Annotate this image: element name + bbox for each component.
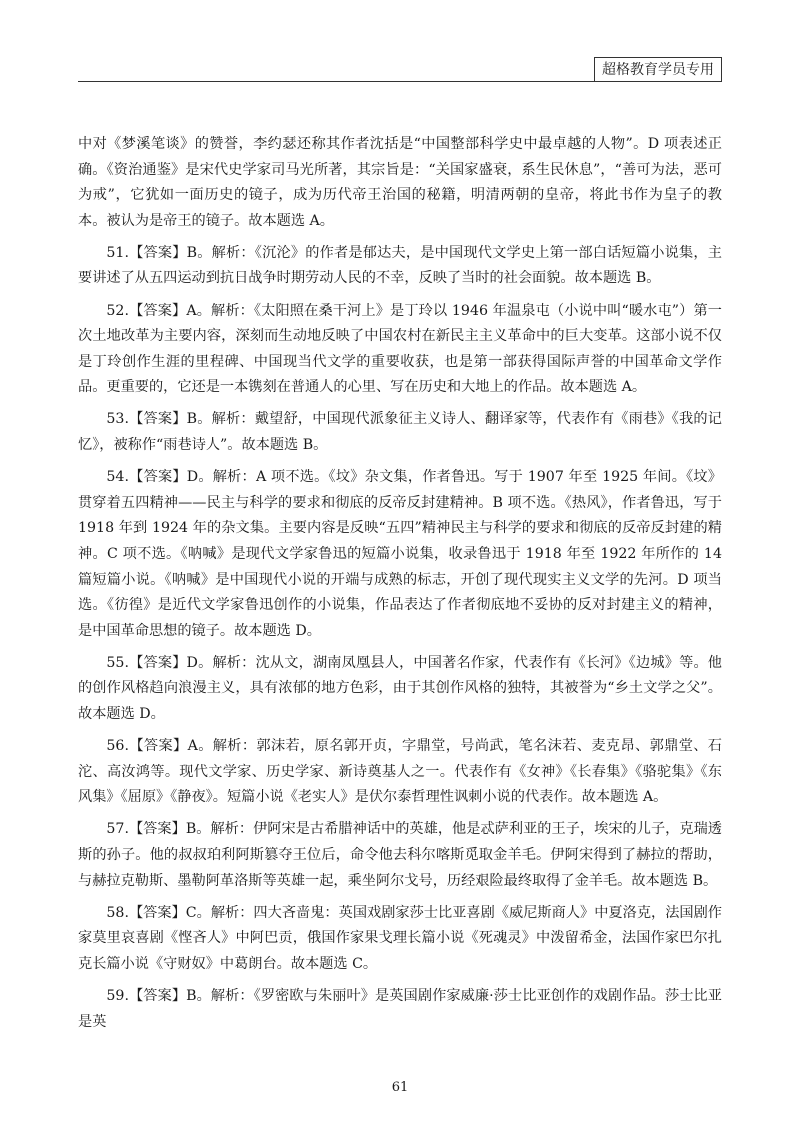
answer-51: 51.【答案】B。解析：《沉沦》的作者是郁达夫，是中国现代文学史上第一部白话短篇小说集，主要讲述了从五四运动到抗日战争时期劳动人民的不幸，反映了当时的社会面貌。故本题选 B。 bbox=[78, 244, 722, 287]
answer-55: 55.【答案】D。解析：沈从文，湖南凤凰县人，中国著名作家，代表作有《长河》《边城》等。他的创作风格趋向浪漫主义，具有浓郁的地方色彩，由于其创作风格的独特，其被誉为“乡土文学之父”。故本题选 D。 bbox=[78, 654, 722, 722]
answer-57: 57.【答案】B。解析：伊阿宋是古希腊神话中的英雄，他是忒萨利亚的王子，埃宋的儿子，克瑞透斯的孙子。他的叔叔珀利阿斯篡夺王位后，命令他去科尔喀斯觅取金羊毛。伊阿宋得到了赫拉的帮助，与赫拉克勒斯、墨勒阿革洛斯等英雄一起，乘坐阿尔戈号，历经艰险最终取得了金羊毛。故本题选 B。 bbox=[78, 821, 722, 889]
answer-53: 53.【答案】B。解析：戴望舒，中国现代派象征主义诗人、翻译家等，代表作有《雨巷》《我的记忆》，被称作“雨巷诗人”。故本题选 B。 bbox=[78, 411, 722, 454]
answer-54: 54.【答案】D。解析：A 项不选。《坟》杂文集，作者鲁迅。写于 1907 年至 1925 年间。《坟》贯穿着五四精神——民主与科学的要求和彻底的反帝反封建精神。B 项不选。《热风》，作者鲁迅，写于 1918 年到 1924 年的杂文集。主要内容是反映“五四”精神民主与科学的要求和彻底的反帝反封建的精神。C 项不选。《呐喊》是现代文学家鲁迅的短篇小说集，收录鲁迅于 1918 年至 1922 年所作的 14 篇短篇小说。《呐喊》是中国现代小说的开端与成熟的标志，开创了现代现实主义文学的先河。D 项当选。《彷徨》是近代文学家鲁迅创作的小说集，作品表达了作者彻底地不妥协的反对封建主义的精神，是中国革命思想的镜子。故本题选 D。 bbox=[78, 469, 722, 639]
answer-52: 52.【答案】A。解析：《太阳照在桑干河上》是丁玲以 1946 年温泉屯（小说中叫“暖水屯”）第一次土地改革为主要内容，深刻而生动地反映了中国农村在新民主主义革命中的巨大变革。这部小说不仅是丁玲创作生涯的里程碑、中国现当代文学的重要收获，也是第一部获得国际声誉的中国革命文学作品。更重要的，它还是一本镌刻在普通人的心里、写在历史和大地上的作品。故本题选 A。 bbox=[78, 302, 722, 396]
paragraph-continuation: 中对《梦溪笔谈》的赞誉，李约瑟还称其作者沈括是“中国整部科学史中最卓越的人物”。D 项表述正确。《资治通鉴》是宋代史学家司马光所著，其宗旨是：“关国家盛衰，系生民休息”，“善可为法，恶可为戒”，它犹如一面历史的镜子，成为历代帝王治国的秘籍，明清两朝的皇帝，将此书作为皇子的教本。被认为是帝王的镜子。故本题选 A。 bbox=[78, 136, 722, 229]
answer-explanations bbox=[78, 132, 722, 1042]
page-number: 61 bbox=[391, 1080, 409, 1095]
header-rule bbox=[78, 81, 722, 82]
header-label: 超格教育学员专用 bbox=[594, 57, 722, 81]
answer-56: 56.【答案】A。解析：郭沫若，原名郭开贞，字鼎堂，号尚武，笔名沫若、麦克昂、郭鼎堂、石沱、高汝鸿等。现代文学家、历史学家、新诗奠基人之一。代表作有《女神》《长春集》《骆驼集》《东风集》《屈原》《静夜》。短篇小说《老实人》是伏尔泰哲理性讽刺小说的代表作。故本题选 A。 bbox=[78, 738, 722, 806]
answer-58: 58.【答案】C。解析：四大吝啬鬼：英国戏剧家莎士比亚喜剧《威尼斯商人》中夏洛克，法国剧作家莫里哀喜剧《悭吝人》中阿巴贡，俄国作家果戈理长篇小说《死魂灵》中泼留希金，法国作家巴尔扎克长篇小说《守财奴》中葛朗台。故本题选 C。 bbox=[78, 904, 722, 972]
answer-59: 59.【答案】B。解析：《罗密欧与朱丽叶》是英国剧作家威廉·莎士比亚创作的戏剧作品。莎士比亚是英 bbox=[78, 987, 722, 1030]
